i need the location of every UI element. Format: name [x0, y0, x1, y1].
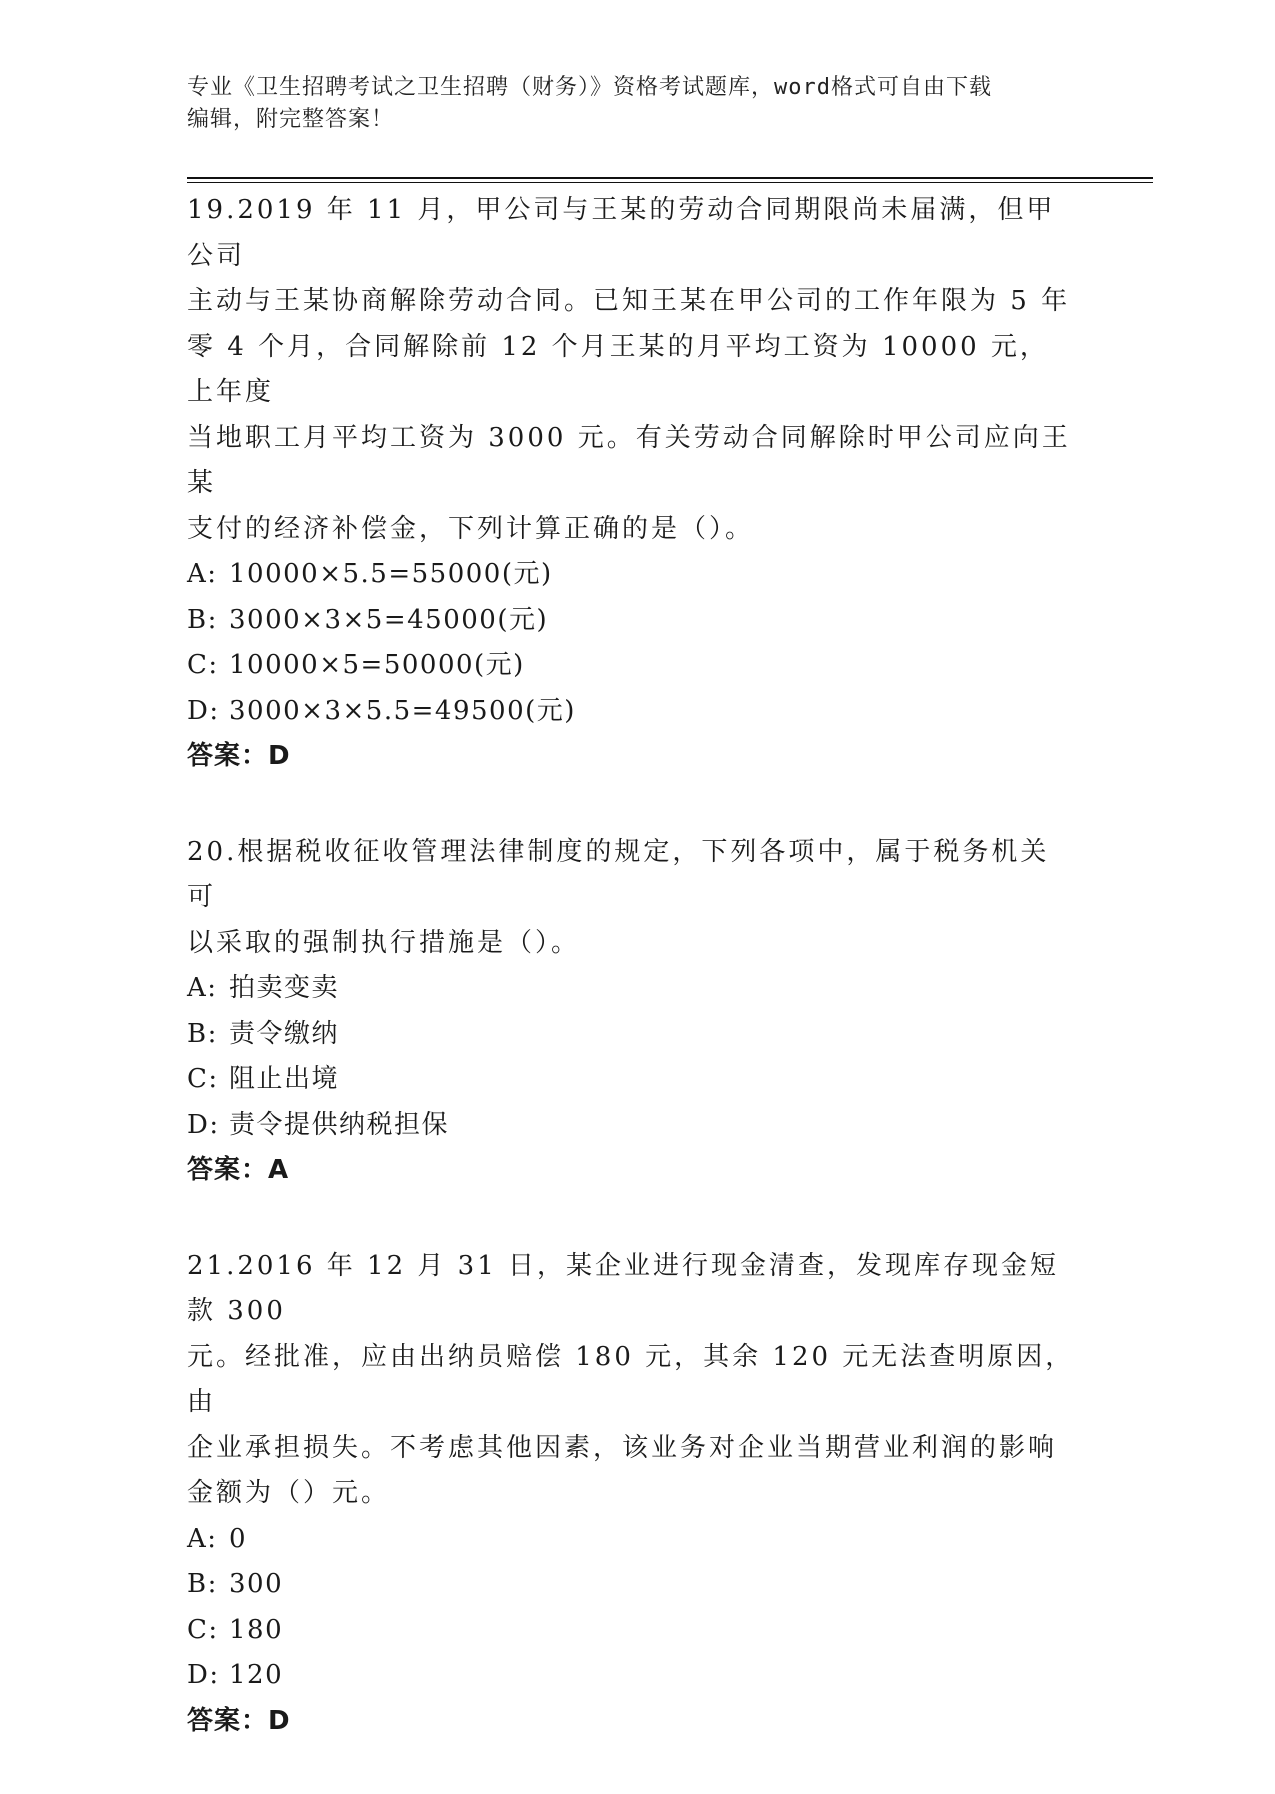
option-d: [187, 1653, 1077, 1699]
document-header: [187, 72, 1067, 136]
stem-line: 19.2019 年 11 月，甲公司与王某的劳动合同期限尚未届满，但甲公司: [187, 195, 1056, 271]
question-stem: [187, 188, 1077, 552]
option-text: 300: [229, 1569, 284, 1599]
stem-line: 金额为（）元。: [187, 1478, 391, 1508]
stem-line: 零 4 个月，合同解除前 12 个月王某的月平均工资为 10000 元，上年度: [187, 331, 1049, 407]
answer-label: 答案：D: [187, 741, 291, 771]
option-c: [187, 643, 1077, 689]
option-b: [187, 1012, 1077, 1058]
option-c: [187, 1057, 1077, 1103]
option-b: [187, 1562, 1077, 1608]
option-text: 0: [229, 1523, 248, 1554]
option-key: D:: [187, 1660, 220, 1690]
option-text: 拍卖变卖: [229, 973, 340, 1003]
header-rule-thin: [187, 182, 1153, 183]
option-key: C:: [187, 1064, 219, 1094]
option-key: A:: [187, 559, 218, 589]
stem-line: 企业承担损失。不考虑其他因素，该业务对企业当期营业利润的影响: [187, 1432, 1058, 1463]
option-text: 120: [229, 1660, 284, 1690]
option-text: 180: [229, 1614, 284, 1645]
option-key: B:: [187, 1018, 218, 1049]
option-key: B:: [187, 1569, 218, 1599]
stem-line: 主动与王某协商解除劳动合同。已知王某在甲公司的工作年限为 5 年: [187, 286, 1071, 316]
option-b: [187, 598, 1077, 644]
option-a: [187, 966, 1077, 1012]
stem-line: 元。经批准，应由出纳员赔偿 180 元，其余 120 元无法查明原因，由: [187, 1341, 1075, 1417]
header-line-1: 专业《卫生招聘考试之卫生招聘（财务）》资格考试题库，word格式可自由下载: [187, 75, 992, 100]
option-key: B:: [187, 604, 218, 635]
stem-line: 支付的经济补偿金，下列计算正确的是（）。: [187, 513, 755, 544]
option-text: 10000×5.5=55000(元): [229, 559, 553, 589]
option-key: A:: [187, 973, 218, 1003]
option-a: [187, 1517, 1077, 1563]
header-rule-thick: [187, 177, 1153, 179]
stem-line: 20.根据税收征收管理法律制度的规定，下列各项中，属于税务机关可: [187, 836, 1050, 912]
question-19: [187, 188, 1077, 780]
option-a: [187, 552, 1077, 598]
question-20: [187, 830, 1077, 1194]
option-text: 责令缴纳: [229, 1018, 340, 1049]
option-text: 3000×3×5=45000(元): [229, 604, 549, 635]
question-21: [187, 1244, 1077, 1745]
option-d: [187, 1103, 1077, 1149]
question-stem: [187, 830, 1077, 967]
header-line-2: 编辑，附完整答案！: [187, 107, 395, 132]
option-key: C:: [187, 1614, 219, 1645]
option-key: D:: [187, 695, 220, 726]
option-key: C:: [187, 650, 219, 680]
stem-line: 以采取的强制执行措施是（）。: [187, 927, 581, 958]
stem-line: 21.2016 年 12 月 31 日，某企业进行现金清查，发现库存现金短款 300: [187, 1250, 1060, 1326]
answer-label: 答案：A: [187, 1155, 290, 1185]
option-text: 10000×5=50000(元): [229, 650, 525, 680]
option-key: A:: [187, 1523, 218, 1554]
question-stem: [187, 1244, 1077, 1517]
option-text: 阻止出境: [229, 1064, 340, 1094]
option-text: 责令提供纳税担保: [229, 1109, 450, 1140]
option-d: [187, 689, 1077, 735]
option-text: 3000×3×5.5=49500(元): [229, 695, 576, 726]
stem-line: 当地职工月平均工资为 3000 元。有关劳动合同解除时甲公司应向王某: [187, 422, 1071, 498]
option-key: D:: [187, 1109, 220, 1140]
option-c: [187, 1608, 1077, 1654]
answer-label: 答案：D: [187, 1705, 291, 1736]
question-list: [187, 188, 1077, 1794]
